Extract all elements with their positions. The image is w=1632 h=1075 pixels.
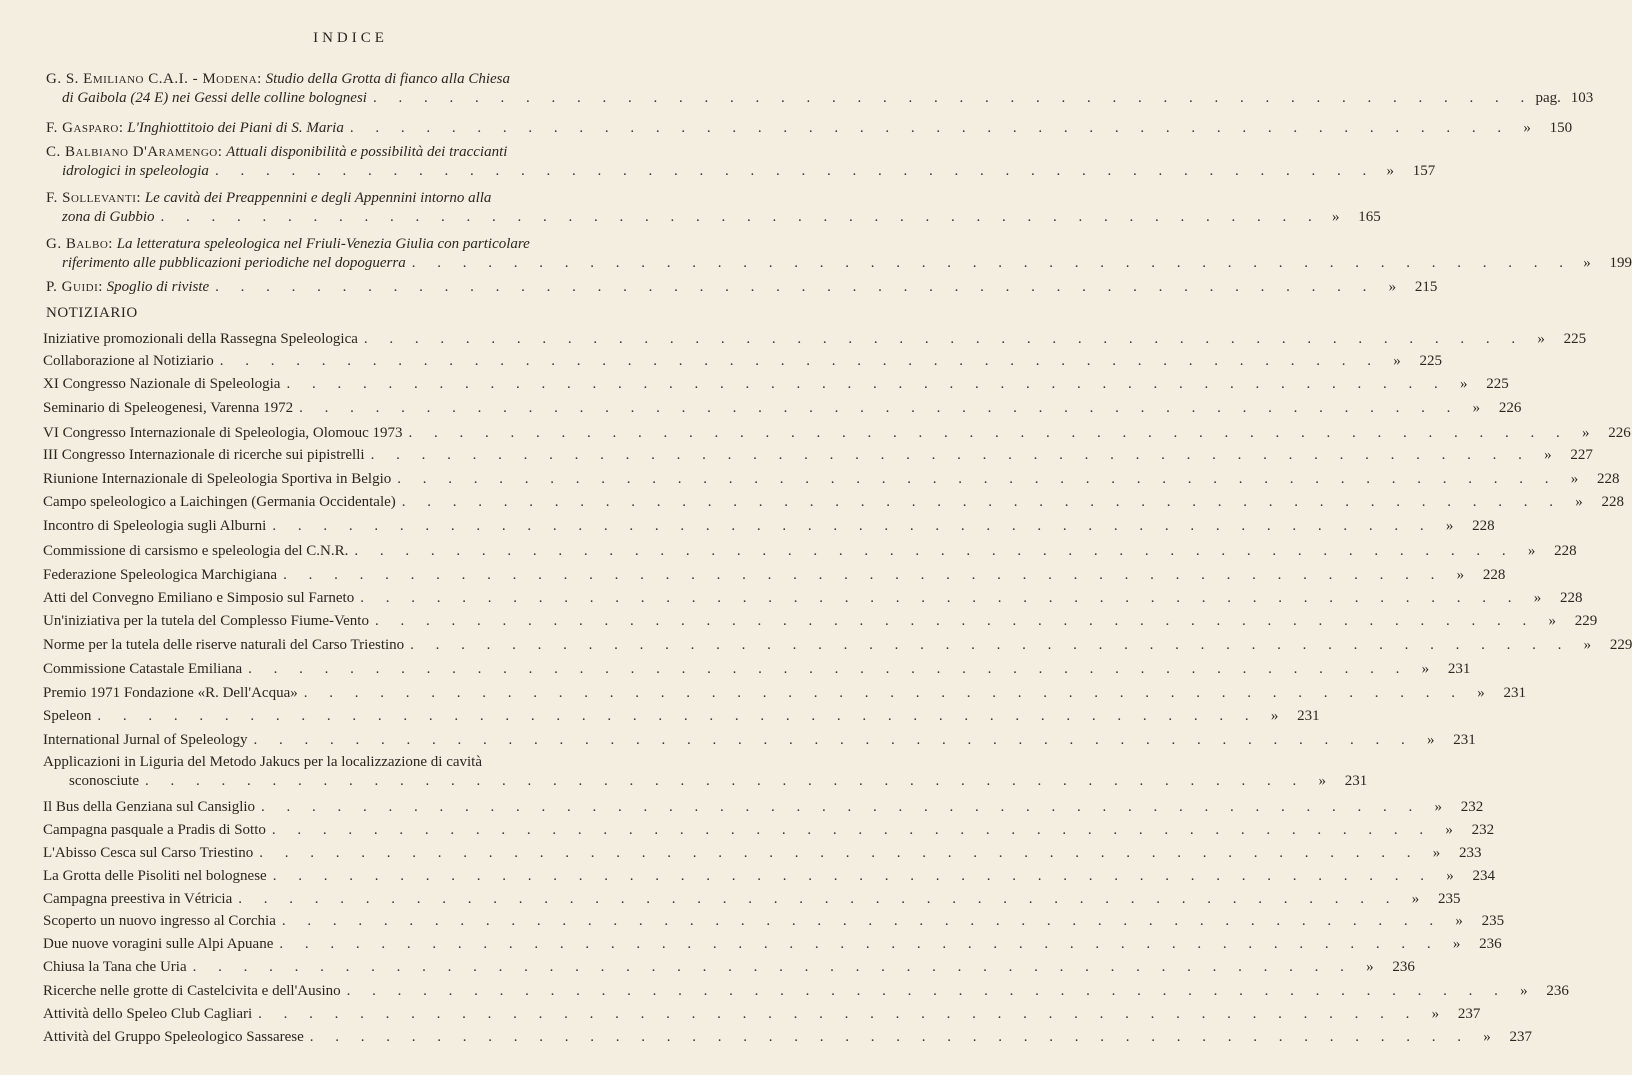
notice-title: III Congresso Internazionale di ricerche sui pipistrelli xyxy=(43,447,365,463)
article-title-cont: riferimento alle pubblicazioni periodiche nel dopoguerra xyxy=(62,255,406,271)
page-mark: » xyxy=(1527,543,1536,559)
notice-entry xyxy=(43,470,1620,489)
page-mark: » xyxy=(1270,708,1279,724)
notice-title: Attività del Gruppo Speleologico Sassarese xyxy=(43,1029,304,1045)
page-number: 215 xyxy=(1414,279,1438,295)
article-title: Le cavità dei Preappennini e degli Appennini intorno alla xyxy=(144,190,492,206)
page-number: 237 xyxy=(1509,1029,1533,1045)
article-title: Spoglio di riviste xyxy=(106,279,210,295)
page-mark: » xyxy=(1472,400,1481,416)
notice-entry xyxy=(43,731,1476,750)
page-number: 226 xyxy=(1498,400,1522,416)
notice-entry xyxy=(43,867,1495,886)
notice-title: Attività dello Speleo Club Cagliari xyxy=(43,1006,253,1022)
notice-title: Riunione Internazionale di Speleologia Sportiva in Belgio xyxy=(43,471,392,487)
article-title-cont: idrologici in speleologia xyxy=(62,163,209,179)
article-author: C. Balbiano D'Aramengo: xyxy=(46,144,223,160)
notice-entry xyxy=(43,330,1587,349)
page-number: 199 xyxy=(1609,255,1632,271)
notice-title: Applicazioni in Liguria del Metodo Jakucs per la localizzazione di cavità xyxy=(43,754,482,770)
article-title: Studio della Grotta di fianco alla Chiesa xyxy=(265,71,511,87)
page-title: INDICE xyxy=(313,30,388,46)
page-mark: » xyxy=(1388,279,1397,295)
page-number: 228 xyxy=(1482,567,1506,583)
page-number: 228 xyxy=(1554,543,1577,559)
page-mark: » xyxy=(1533,590,1542,606)
notice-entry xyxy=(43,636,1632,655)
page-mark: » xyxy=(1459,376,1468,392)
page-mark: » xyxy=(1583,255,1591,271)
page-mark: » xyxy=(1445,518,1454,534)
notice-title: Collaborazione al Notiziario xyxy=(43,353,214,369)
notice-entry xyxy=(43,612,1598,631)
page-mark: » xyxy=(1427,732,1435,748)
page-number: 231 xyxy=(1344,773,1368,789)
notice-title: Ricerche nelle grotte di Castelcivita e dell'Ausino xyxy=(43,983,341,999)
article-entry xyxy=(46,70,1594,108)
notice-entry xyxy=(43,399,1522,418)
notice-title: Campagna preestiva in Vétricia xyxy=(43,891,233,907)
notice-title: VI Congresso Internazionale di Speleologia, Olomouc 1973 xyxy=(43,425,403,441)
article-entry xyxy=(46,189,1381,227)
notice-title: L'Abisso Cesca sul Carso Triestino xyxy=(43,845,254,861)
page-number: 236 xyxy=(1546,983,1569,999)
notice-title: La Grotta delle Pisoliti nel bolognese xyxy=(43,868,267,884)
article-author: G. S. Emiliano C.A.I. - Modena: xyxy=(46,71,262,87)
notice-entry xyxy=(43,542,1577,561)
notice-entry xyxy=(43,798,1484,817)
page-number: 227 xyxy=(1570,447,1593,463)
notice-entry xyxy=(43,493,1625,512)
notice-entry xyxy=(43,912,1505,931)
notice-title: Commissione di carsismo e speleologia del C.N.R. xyxy=(43,543,349,559)
page-number: 233 xyxy=(1458,845,1482,861)
page-number: 236 xyxy=(1479,936,1502,952)
article-author: F. Sollevanti: xyxy=(46,190,142,206)
section-heading: NOTIZIARIO xyxy=(46,305,138,321)
notice-title: Campo speleologico a Laichingen (Germania Occidentale) xyxy=(43,494,396,510)
notice-entry xyxy=(43,707,1320,726)
notice-title: Incontro di Speleologia sugli Alburni xyxy=(43,518,267,534)
notice-entry xyxy=(43,1005,1481,1024)
article-entry xyxy=(46,119,1573,138)
page-mark: » xyxy=(1483,1029,1491,1045)
page-mark: » xyxy=(1548,613,1556,629)
page-number: 229 xyxy=(1609,637,1632,653)
notice-entry xyxy=(43,352,1443,371)
article-entry xyxy=(46,278,1438,297)
page-mark: » xyxy=(1456,567,1465,583)
article-author: F. Gasparo: xyxy=(46,120,124,136)
article-entry xyxy=(46,235,1632,273)
page-number: 235 xyxy=(1438,891,1461,907)
page-mark: » xyxy=(1455,913,1463,929)
notice-title: Commissione Catastale Emiliana xyxy=(43,661,243,677)
page-mark: » xyxy=(1477,685,1485,701)
article-title-cont: di Gaibola (24 E) nei Gessi delle colline bolognesi xyxy=(62,90,367,106)
page-number: 231 xyxy=(1297,708,1320,724)
notice-title: Federazione Speleologica Marchigiana xyxy=(43,567,278,583)
notice-title: Speleon xyxy=(43,708,92,724)
notice-entry xyxy=(43,1028,1533,1047)
page-mark: » xyxy=(1544,447,1552,463)
page-mark: » xyxy=(1386,163,1394,179)
notice-title: International Jurnal of Speleology xyxy=(43,732,248,748)
page-number: 235 xyxy=(1481,913,1505,929)
notice-entry xyxy=(43,753,1368,791)
page-number: 231 xyxy=(1453,732,1476,748)
page-number: 150 xyxy=(1549,120,1573,136)
notice-title: Seminario di Speleogenesi, Varenna 1972 xyxy=(43,400,294,416)
page-number: 225 xyxy=(1486,376,1509,392)
page-mark: » xyxy=(1432,845,1441,861)
notice-title: Scoperto un nuovo ingresso al Corchia xyxy=(43,913,276,929)
notice-entry xyxy=(43,958,1415,977)
notice-title: Il Bus della Genziana sul Cansiglio xyxy=(43,799,256,815)
notice-title-cont: sconosciute xyxy=(69,773,139,789)
page-number: 236 xyxy=(1392,959,1415,975)
page-mark: » xyxy=(1537,331,1545,347)
page-number: 228 xyxy=(1472,518,1495,534)
page-number: 237 xyxy=(1457,1006,1481,1022)
article-author: G. Balbo: xyxy=(46,236,113,252)
notice-title: Due nuove voragini sulle Alpi Apuane xyxy=(43,936,274,952)
page-mark: » xyxy=(1431,1006,1440,1022)
page-mark: » xyxy=(1445,822,1453,838)
page-mark: » xyxy=(1366,959,1374,975)
page-mark: » xyxy=(1452,936,1461,952)
page-mark: » xyxy=(1523,120,1531,136)
page-mark: » xyxy=(1411,891,1420,907)
page-mark: » xyxy=(1318,773,1326,789)
notice-title: Chiusa la Tana che Uria xyxy=(43,959,187,975)
article-author: P. Guidi: xyxy=(46,279,103,295)
page-mark: » xyxy=(1421,661,1430,677)
page-mark: » xyxy=(1520,983,1528,999)
article-entry xyxy=(46,143,1436,181)
page-mark: » xyxy=(1332,209,1340,225)
page-number: 226 xyxy=(1608,425,1631,441)
page-mark: » xyxy=(1446,868,1454,884)
article-title: L'Inghiottitoio dei Piani di S. Maria xyxy=(127,120,344,136)
page-number: 229 xyxy=(1574,613,1598,629)
page-number: 231 xyxy=(1447,661,1471,677)
notice-entry xyxy=(43,517,1495,536)
notice-title: Iniziative promozionali della Rassegna Speleologica xyxy=(43,331,358,347)
page-number: 103 xyxy=(1570,90,1594,106)
article-title: Attuali disponibilità e possibilità dei traccianti xyxy=(226,144,508,160)
page-number: 228 xyxy=(1597,471,1620,487)
notice-title: Premio 1971 Fondazione «R. Dell'Acqua» xyxy=(43,685,298,701)
page-mark: pag. xyxy=(1535,90,1561,106)
page-number: 228 xyxy=(1559,590,1583,606)
page-mark: » xyxy=(1434,799,1443,815)
notice-entry xyxy=(43,424,1631,443)
notice-title: Norme per la tutela delle riserve naturali del Carso Triestino xyxy=(43,637,405,653)
page-number: 225 xyxy=(1419,353,1443,369)
page-mark: » xyxy=(1582,425,1590,441)
page-mark: » xyxy=(1583,637,1592,653)
page-number: 157 xyxy=(1412,163,1436,179)
notice-title: Campagna pasquale a Pradis di Sotto xyxy=(43,822,266,838)
notice-title: Un'iniziativa per la tutela del Complesso Fiume-Vento xyxy=(43,613,369,629)
notice-entry xyxy=(43,375,1509,394)
notice-entry xyxy=(43,821,1495,840)
article-title: La letteratura speleologica nel Friuli-Venezia Giulia con particolare xyxy=(116,236,530,252)
page-number: 228 xyxy=(1601,494,1625,510)
notice-entry xyxy=(43,446,1593,465)
page-number: 225 xyxy=(1563,331,1587,347)
page-mark: » xyxy=(1393,353,1401,369)
notice-entry xyxy=(43,660,1471,679)
page-number: 232 xyxy=(1471,822,1495,838)
page-mark: » xyxy=(1575,494,1583,510)
notice-entry xyxy=(43,935,1502,954)
notice-entry xyxy=(43,589,1583,608)
notice-entry xyxy=(43,844,1482,863)
notice-entry xyxy=(43,890,1461,909)
notice-entry xyxy=(43,982,1569,1001)
page-number: 232 xyxy=(1460,799,1484,815)
page-number: 231 xyxy=(1503,685,1526,701)
notice-title: Atti del Convegno Emiliano e Simposio sul Farneto xyxy=(43,590,355,606)
article-title-cont: zona di Gubbio xyxy=(62,209,155,225)
page-number: 234 xyxy=(1472,868,1495,884)
notice-entry xyxy=(43,684,1526,703)
page-number: 165 xyxy=(1358,209,1381,225)
notice-entry xyxy=(43,566,1506,585)
page-mark: » xyxy=(1570,471,1579,487)
notice-title: XI Congresso Nazionale di Speleologia xyxy=(43,376,281,392)
